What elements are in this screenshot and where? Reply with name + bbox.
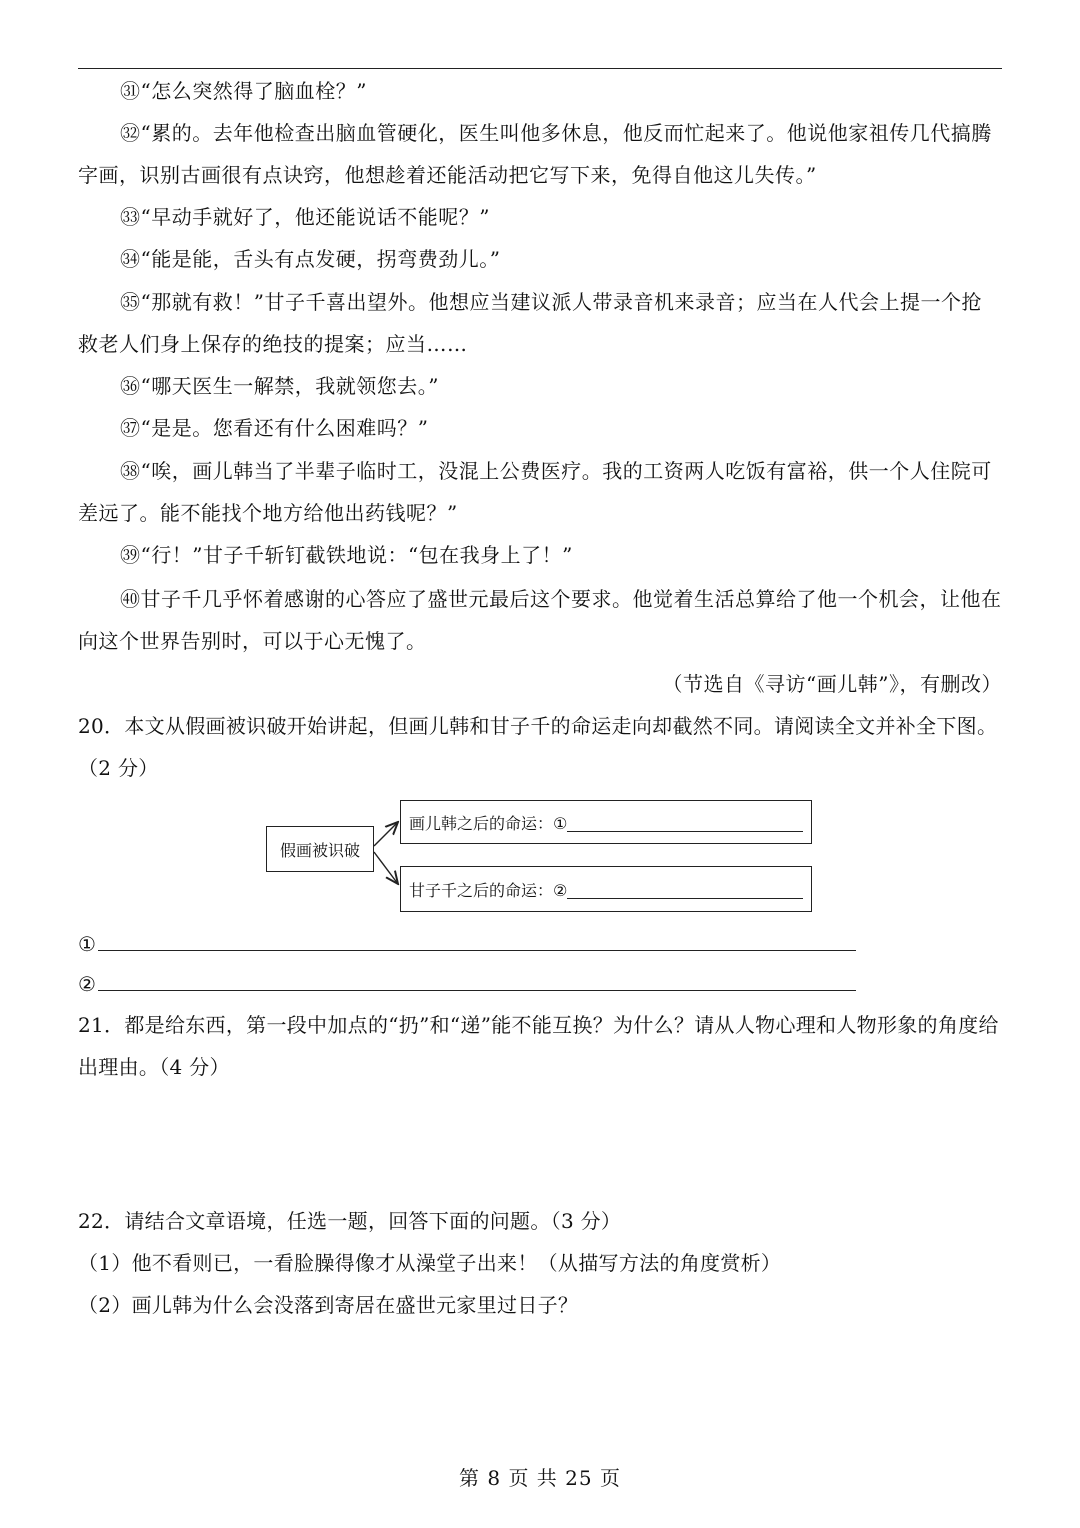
question-22-option-1: （1）他不看则已，一看脸臊得像才从澡堂子出来！（从描写方法的角度赏析）	[78, 1251, 782, 1275]
paragraph-36: ㊱“哪天医生一解禁，我就领您去。”	[120, 374, 439, 398]
question-20: 20．本文从假画被识破开始讲起，但画儿韩和甘子千的命运走向却截然不同。请阅读全文并补全下图。（2 分）	[78, 714, 998, 780]
question-22-option-2: （2）画儿韩为什么会没落到寄居在盛世元家里过日子？	[78, 1293, 579, 1317]
answer-line-2	[78, 970, 856, 998]
paragraph-34: ㉞“能是能，舌头有点发硬，拐弯费劲儿。”	[120, 247, 501, 271]
header-rule	[78, 68, 1002, 69]
answer-1-marker: ①	[78, 932, 96, 956]
question-22: 22．请结合文章语境，任选一题，回答下面的问题。（3 分）	[78, 1209, 622, 1233]
answer-2-blank[interactable]	[98, 970, 856, 991]
answer-2-marker: ②	[78, 972, 96, 996]
paragraph-39: ㊴“行！”甘子千斩钉截铁地说：“包在我身上了！”	[120, 543, 573, 567]
source-note: （节选自《寻访“画儿韩”》，有删改）	[662, 672, 1002, 696]
diagram-root-box	[266, 826, 374, 872]
diagram-bottom-label: 甘子千之后的命运：②	[409, 880, 568, 900]
paragraph-38: ㊳“唉，画儿韩当了半辈子临时工，没混上公费医疗。我的工资两人吃饭有富裕，供一个人住院可差远了。能不能找个地方给他出药钱呢？”	[78, 459, 992, 525]
paragraph-31: ㉛“怎么突然得了脑血栓？”	[120, 79, 367, 103]
diagram-bottom-blank[interactable]	[567, 880, 803, 899]
diagram-top-label: 画儿韩之后的命运：①	[409, 813, 568, 833]
paragraph-33: ㉝“早动手就好了，他还能说话不能呢？”	[120, 205, 490, 229]
paragraph-37: ㊲“是是。您看还有什么困难吗？”	[120, 416, 429, 440]
diagram-root-label: 假画被识破	[279, 840, 360, 860]
diagram-bottom-box	[400, 866, 812, 912]
answer-line-1	[78, 930, 856, 958]
paragraph-32: ㉜“累的。去年他检查出脑血管硬化，医生叫他多休息，他反而忙起来了。他说他家祖传几代搞腾字画，识别古画很有点诀窍，他想趁着还能活动把它写下来，免得自他这儿失传。”	[78, 121, 992, 187]
question-21: 21．都是给东西，第一段中加点的“扔”和“递”能不能互换？为什么？请从人物心理和人物形象的角度给出理由。（4 分）	[78, 1013, 999, 1079]
page-footer: 第 8 页 共 25 页	[459, 1466, 621, 1490]
paragraph-40: ㊵甘子千几乎怀着感谢的心答应了盛世元最后这个要求。他觉着生活总算给了他一个机会，让他在向这个世界告别时，可以于心无愧了。	[78, 587, 1002, 653]
answer-1-blank[interactable]	[98, 930, 856, 951]
paragraph-35: ㉟“那就有救！”甘子千喜出望外。他想应当建议派人带录音机来录音；应当在人代会上提一个抢救老人们身上保存的绝技的提案；应当……	[78, 290, 982, 356]
diagram-top-blank[interactable]	[567, 813, 803, 832]
diagram-top-box	[400, 800, 812, 844]
